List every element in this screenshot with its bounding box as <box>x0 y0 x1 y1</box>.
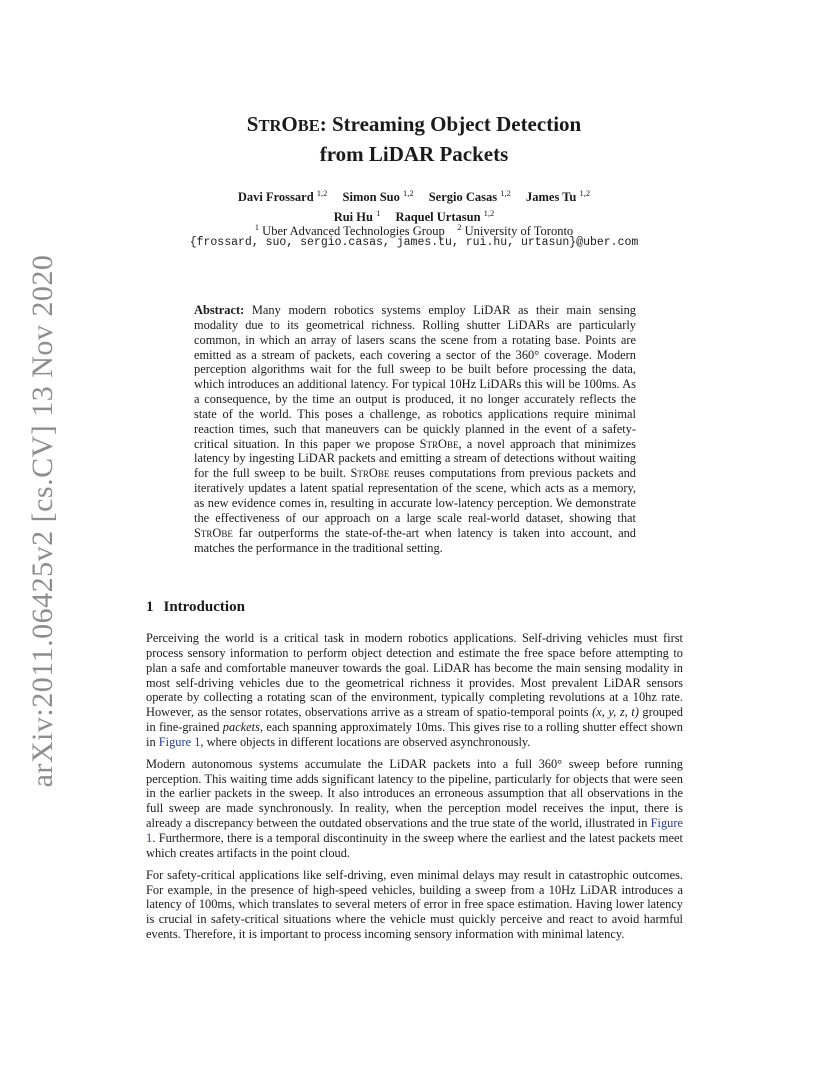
paragraph-text: Modern autonomous systems accumulate the LiDAR packets into a full 360° sweep before running perception. This waiting time adds significant latency to the pipeline, particularly for objects that were seen in the earlier packets in the sweep. It also introduces an erroneous assumption that all observations in the full sweep are made synchronously. In reality, when the perception model receives the input, there is already a discrepancy between the outdated observations and the true state of the world, illustrated in <box>146 756 683 831</box>
author <box>429 190 511 204</box>
abstract <box>194 303 636 555</box>
author <box>343 190 414 204</box>
author-affiliation-mark: 1,2 <box>316 188 328 198</box>
author <box>238 190 328 204</box>
method-name: StrObe <box>419 436 459 451</box>
section-number: 1 <box>146 599 154 615</box>
figure-link[interactable]: Figure 1 <box>146 816 683 845</box>
abstract-text-4: far outperforms the state-of-the-art when latency is taken into account, and matches the performance in the traditional setting. <box>194 525 636 555</box>
math-expression: (x, y, z, t) <box>592 705 639 720</box>
title-line-1 <box>150 110 678 140</box>
author-name: Rui Hu <box>333 210 373 225</box>
method-name: StrObe <box>350 466 390 481</box>
affiliation-mark-1: 1 <box>254 222 260 232</box>
method-name: StrObe <box>194 525 233 540</box>
emphasis-text: packets <box>222 720 260 735</box>
figure-link[interactable]: Figure 1 <box>158 734 201 749</box>
author <box>526 190 590 204</box>
author-emails: {frossard, suo, sergio.casas, james.tu, rui.hu, urtasun}@uber.com <box>189 236 639 249</box>
abstract-label: Abstract: <box>194 303 245 317</box>
title-rest: : Streaming Object Detection <box>319 112 582 136</box>
paragraph: For safety-critical applications like self-driving, even minimal delays may result in catastrophic outcomes. For example, in the presence of high-speed vehicles, building a sweep from a 10Hz LiDAR introduces a latency of 100ms, which translates to several meters of error in free space estimation. Having lower latency is crucial in safety-critical situations where the vehicle must quickly perceive and react to avoid harmful events. Therefore, it is important to process incoming sensory information with minimal latency. <box>146 867 683 942</box>
paragraph-text: . Furthermore, there is a temporal discontinuity in the sweep where the earliest and the latest packets meet which creates artifacts in the point cloud. <box>146 830 683 860</box>
author-name: James Tu <box>526 190 577 205</box>
title-O: O <box>281 112 298 136</box>
abstract-text-3: reuses computations from previous packets and iteratively updates a latent spatial representation of the scene, which acts as a memory, as new evidence comes in, resulting in accurate low-latency perception. We demonstrate the effectiveness of our approach on a large scale real-world dataset, showing that <box>194 466 636 525</box>
section-title: Introduction <box>163 599 245 615</box>
author-name: Davi Frossard <box>237 190 314 205</box>
arxiv-identifier: arXiv:2011.06425v2 [cs.CV] 13 Nov 2020 <box>26 254 59 788</box>
abstract-text-1: Many modern robotics systems employ LiDAR as their main sensing modality due to its geometrical richness. Rolling shutter LiDARs are particularly common, in which an array of lasers scans the scene from a rotating base. Points are emitted as a stream of packets, each covering a sector of the 360° coverage. Modern perception algorithms wait for the full sweep to be built before processing the data, which introduces an additional latency. For typical 10Hz LiDARs this will be 100ms. As a consequence, by the time an output is produced, it no longer accurately reflects the state of the world. This poses a challenge, as robotics applications require minimal reaction times, such that maneuvers can be quickly planned in the event of a safety-critical situation. In this paper we propose <box>194 303 636 451</box>
affiliation-1: Uber Advanced Technologies Group <box>262 224 445 239</box>
body-text <box>146 631 683 949</box>
author-row-1 <box>120 185 708 205</box>
paragraph-text: Perceiving the world is a critical task in modern robotics applications. Self-driving vehicles must first process sensory information to perform object detection and estimate the free space before attempting to plan a safe and comfortable maneuver towards the goal. LiDAR has become the main sensing modality in most self-driving vehicles due to the geometrical richness it provides. Most prevalent LiDAR sensors operate by collecting a rotating scan of the environment, typically completing revolutions at a 10hz rate. However, as the sensor rotates, observations arrive as a stream of spatio-temporal points <box>146 631 683 720</box>
affiliation-mark-2: 2 <box>457 222 462 232</box>
paragraph-text: , where objects in different locations are observed asynchronously. <box>200 734 531 749</box>
paragraph <box>146 631 683 750</box>
author-name: Sergio Casas <box>428 190 498 205</box>
title-line-2: from LiDAR Packets <box>319 142 509 166</box>
title-TR: TR <box>258 116 282 135</box>
section-heading <box>146 598 245 616</box>
author-affiliation-mark: 1,2 <box>500 188 511 198</box>
author-name: Raquel Urtasun <box>395 210 481 225</box>
abstract-text-2: , a novel approach that minimizes latency by ingesting LiDAR packets and emitting a stream of detections without waiting for the full sweep to be built. <box>194 436 636 481</box>
author-affiliation-mark: 1 <box>376 208 381 219</box>
author-affiliation-mark: 1,2 <box>402 188 414 198</box>
title-BE: BE <box>297 116 320 135</box>
affiliation-2: University of Toronto <box>464 224 574 239</box>
author-affiliation-mark: 1,2 <box>483 208 495 219</box>
author-affiliation-mark: 1,2 <box>579 188 591 198</box>
paragraph-text: grouped in fine-grained <box>146 705 684 735</box>
paragraph <box>146 757 683 861</box>
title-S: S <box>246 112 259 136</box>
paragraph-text: , each spanning approximately 10ms. This gives rise to a rolling shutter effect shown in <box>146 720 683 749</box>
author-name: Simon Suo <box>342 190 400 205</box>
paper-title <box>150 110 678 168</box>
